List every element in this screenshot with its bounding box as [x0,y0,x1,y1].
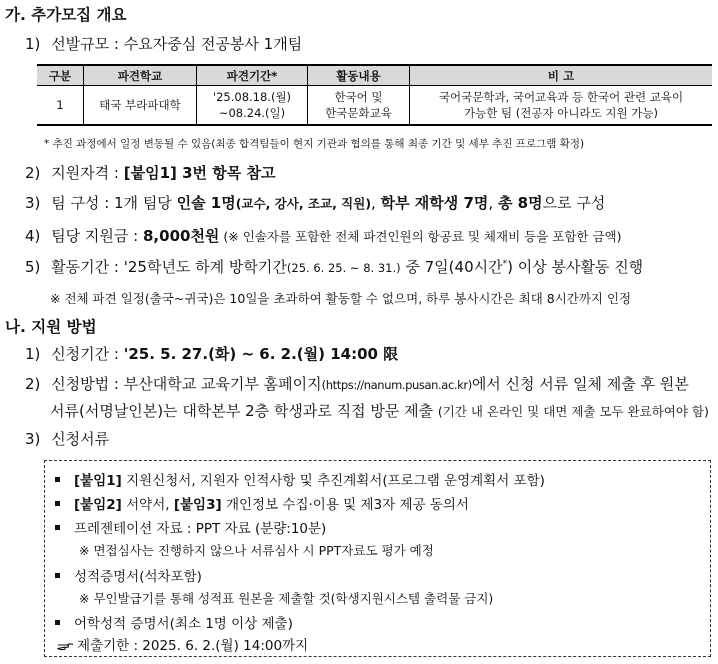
ga-item-2 [25,162,275,183]
item-number: 1) [25,35,41,53]
homepage-url[interactable]: (https://nanum.pusan.ac.kr) [321,378,472,392]
item-number: 2) [25,375,41,393]
deadline-text: 제출기한 : 2025. 6. 2.(월) 14:00까지 [77,638,309,654]
team-suffix: 으로 구성 [542,194,606,212]
bullet-icon [55,573,60,578]
apply-method-label: 신청방법 : 부산대학교 교육기부 홈페이지 [51,375,322,393]
ga-item-1 [25,33,302,54]
na-item-1 [25,343,398,364]
attachment-tag: [붙임2] [74,497,122,513]
col-header-no: 구분 [37,65,84,86]
funding-note: (※ 인솔자를 포함한 전체 파견인원의 항공료 및 체재비 등을 포함한 금액) [219,229,622,244]
activity-line-1: 한국어 및 [334,90,383,104]
cell-period [197,86,308,126]
period-start: '25.08.18.(월) [212,90,292,104]
bullet-icon [55,525,60,530]
item-number: 3) [25,430,41,448]
original-submission: 서류(서명날인본)는 대학본부 2층 학생과로 직접 방문 제출 [50,402,438,420]
separator: , [488,194,498,212]
doc-text: 성적증명서(석차포함) [74,569,202,585]
eligibility-ref: [붙임1] 3번 항목 참고 [123,164,276,182]
na-item-2-line-2 [50,400,709,421]
doc-item-4 [55,565,202,585]
separator: , [371,194,381,212]
col-header-note: 비 고 [410,65,713,86]
doc-item-2 [55,493,469,513]
cell-no: 1 [37,86,84,126]
table-header-row [37,65,712,86]
doc-text: 서약서, [121,497,174,513]
leader-roles: (교수, 강사, 조교, 직원) [235,196,372,211]
doc-text: 지원신청서, 지원자 인적사항 및 추진계획서(프로그램 운영계획서 포함) [121,473,545,489]
col-header-activity: 활동내용 [308,65,410,86]
section-ga-title: 가. 추가모집 개요 [5,6,127,24]
apply-method-text: 에서 신청 서류 일체 제출 후 원본 [471,375,689,393]
doc-text: 프레젠테이션 자료 : PPT 자료 (분량:10분) [74,521,327,537]
doc-item-3 [55,517,326,537]
eligibility-label: 지원자격 : [51,164,124,182]
funding-amount: 8,000천원 [143,227,220,245]
deadline [57,634,308,654]
item-number: 5) [25,258,41,276]
period-end: ~08.24.(일) [218,106,286,120]
doc-text: 어학성적 증명서(최소 1명 이상 제출) [74,616,293,632]
col-header-period: 파견기간* [197,65,308,86]
attachment-tag: [붙임1] [74,473,122,489]
item-number: 3) [25,194,41,212]
item-number: 4) [25,227,41,245]
col-header-school: 파견학교 [84,65,197,86]
doc-note: ※ 면접심사는 진행하지 않으나 서류심사 시 PPT자료도 평가 예정 [79,543,434,558]
item-number: 2) [25,164,41,182]
section-na-title: 나. 지원 방법 [5,318,97,336]
period-range: (25. 6. 25. ~ 8. 31.) [286,261,401,275]
team-label: 팀 구성 : 1개 팀당 [51,194,177,212]
activity-line-2: 한국문화교육 [325,106,392,120]
pointing-hand-icon [57,638,77,654]
period-asterisk: * [502,259,508,269]
total-count: 총 8명 [497,194,543,212]
ga-item-5 [25,256,643,277]
funding-label: 팀당 지원금 : [51,227,143,245]
doc-item-1 [55,469,545,489]
documents-label: 신청서류 [51,430,110,448]
table-footnote: * 추진 과정에서 일정 변동될 수 있음(최종 합격팀들이 현지 기관과 협의를 통해 최종 기간 및 세부 추진 프로그램 확정) [44,138,585,150]
ga-item-4 [25,225,621,246]
schedule-note: ※ 전체 파견 일정(출국~귀국)은 10일을 초과하여 활동할 수 없으며, 하루 봉사시간은 최대 8시간까지 인정 [50,291,632,306]
na-item-2 [25,373,689,394]
ga-item-3 [25,192,605,213]
bullet-icon [55,620,60,625]
selection-scale: 선발규모 : 수요자중심 전공봉사 1개팀 [51,35,303,53]
apply-period-value: '25. 5. 27.(화) ~ 6. 2.(월) 14:00 限 [123,345,399,363]
note-line-1: 국어국문학과, 국어교육과 등 한국어 관련 교육이 [438,90,684,104]
period-min: 중 7일(40시간 [400,258,503,276]
leader-count: 인솔 1명 [176,194,236,212]
doc-text: 개인정보 수집·이용 및 제3자 제공 동의서 [221,497,469,513]
cell-note [410,86,713,126]
note-line-2: 가능한 팀 (전공자 아니라도 지원 가능) [464,106,658,120]
period-label: 활동기간 : '25학년도 하계 방학기간 [51,258,287,276]
doc-note: ※ 무인발급기를 통해 성적표 원본을 제출할 것(학생지원시스템 출력물 금지) [79,591,494,606]
dispatch-plan-table [37,64,712,126]
apply-period-label: 신청기간 : [51,345,124,363]
table-row [37,86,712,126]
attachment-tag: [붙임3] [173,497,222,513]
cell-school: 태국 부라파대학 [84,86,197,126]
submission-note: (기간 내 온라인 및 대면 제출 모두 완료하여야 함) [437,404,709,419]
na-item-3 [25,428,109,449]
student-count: 학부 재학생 7명 [380,194,489,212]
bullet-icon [55,477,60,482]
cell-activity [308,86,410,126]
bullet-icon [55,501,60,506]
doc-item-5 [55,612,293,632]
documents-box [44,460,711,657]
period-suffix: ) 이상 봉사활동 진행 [507,258,644,276]
item-number: 1) [25,345,41,363]
